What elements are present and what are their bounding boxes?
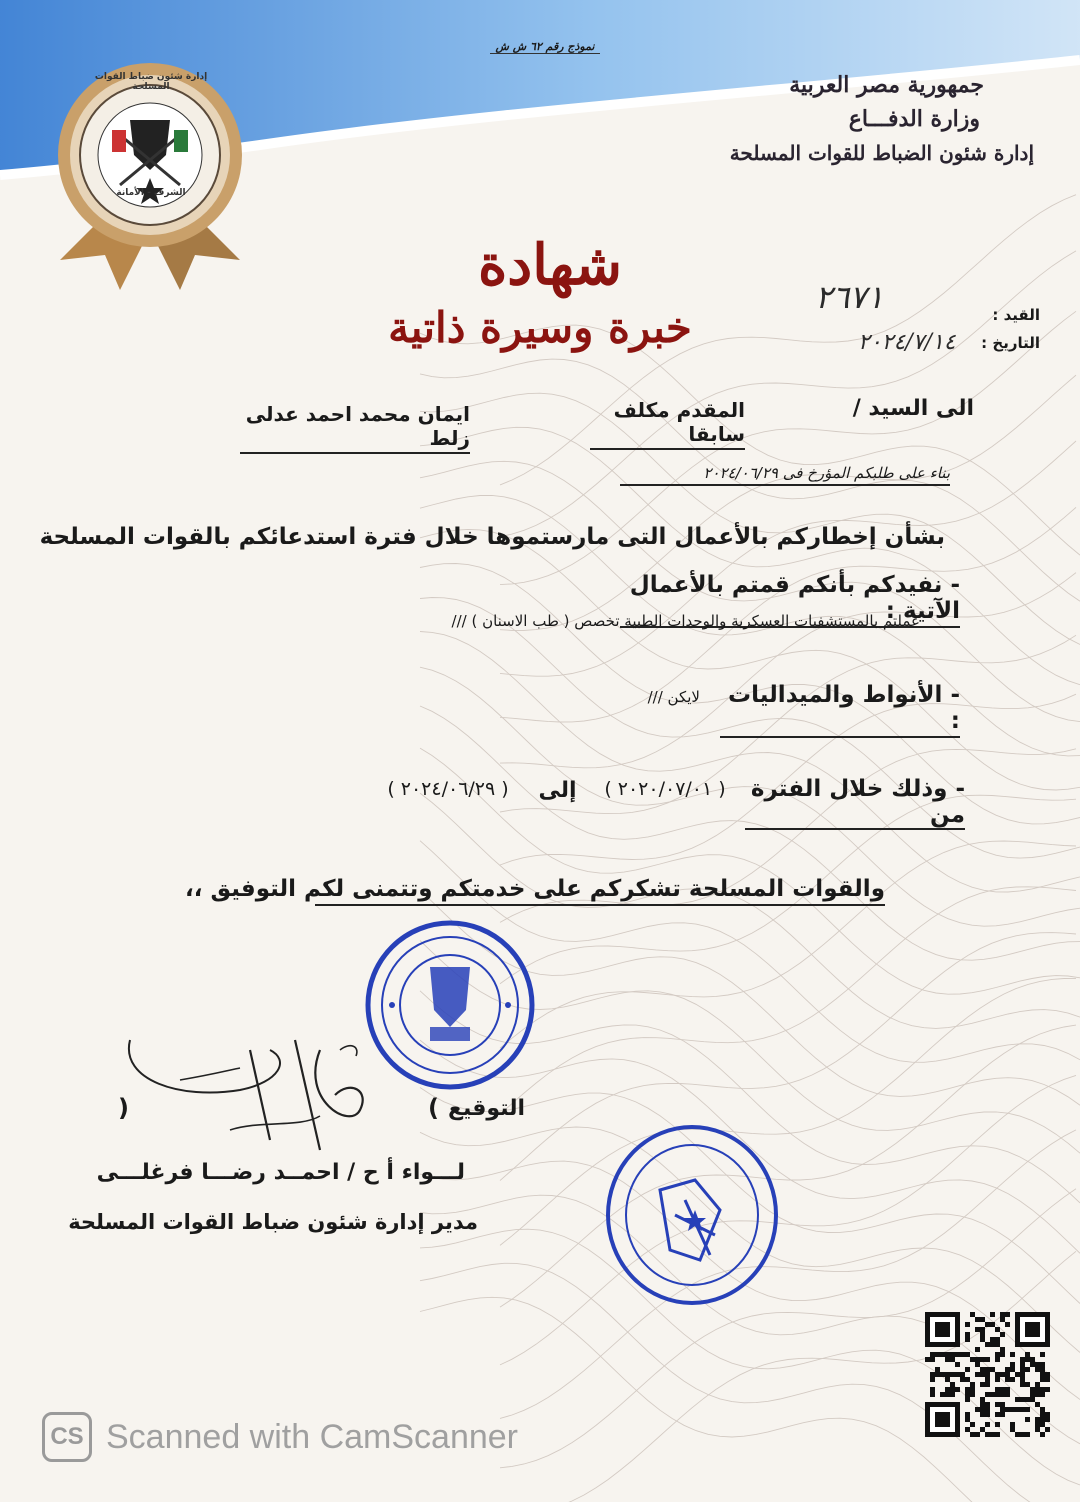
qr-code[interactable] [925,1312,1055,1444]
period-to: ( ٢٠٢٤/٠٦/٢٩ ) [387,778,509,800]
camscanner-text: Scanned with CamScanner [106,1418,519,1456]
signature-label: التوقيع [448,1096,525,1121]
period-label: - وذلك خلال الفترة من [745,776,965,830]
recipient-name: ايمان محمد احمد عدلى زلط [240,402,470,454]
medals-value: لايكن /// [647,688,700,706]
inform-line: - نفيدكم بأنكم قمتم بالأعمال الآتية : [620,572,960,628]
signature-close-paren: ) [118,1094,129,1122]
header-country: جمهورية مصر العربية [789,72,984,98]
thanks-line: والقوات المسلحة تشكركم على خدمتكم وتتمنى لكم التوفيق ،، [315,876,885,906]
date-label: التاريخ : [981,334,1040,352]
recipient-rank: المقدم مكلف سابقا [590,398,745,450]
record-label: القيد : [992,306,1040,324]
recipient-label: الى السيد / [852,396,974,421]
handwritten-signature [120,1020,420,1160]
form-number: نموذج رقم ٦٢ ش ش [490,40,600,54]
certificate-title: شهادة [477,232,623,298]
emblem-top-text: إدارة شئون ضباط القوات المسلحة [94,72,208,92]
period-to-label: إلى [538,778,577,803]
subject-line: بشأن إخطاركم بالأعمال التى مارستموها خلال فترة استدعائكم بالقوات المسلحة [39,524,945,550]
certificate-subtitle: خبرة وسيرة ذاتية [388,303,692,352]
signatory-name: لـــواء أ ح / احمــد رضـــا فرغلـــى [96,1160,465,1185]
date-value: ٢٠٢٤/٧/١٤ [858,330,956,355]
header-department: إدارة شئون الضباط للقوات المسلحة [729,141,1034,165]
rosette-emblem [50,60,250,290]
medals-label: - الأنواط والميداليات : [720,682,960,738]
signatory-title: مدير إدارة شئون ضباط القوات المسلحة [68,1210,478,1234]
header-ministry: وزارة الدفـــاع [848,106,980,132]
period-from: ( ٢٠٢٠/٠٧/٠١ ) [604,778,726,800]
work-detail: عملتم بالمستشفيات العسكرية والوحدات الطبية تخصص ( طب الاسنان ) /// [451,612,920,630]
signature-open-paren: ( [428,1094,439,1122]
department-stamp [600,1120,785,1310]
camscanner-logo: CS [42,1412,92,1462]
request-line: بناء على طلبكم المؤرخ فى ٢٠٢٤/٠٦/٢٩ [620,464,950,486]
emblem-bottom-text: الشرف - الأمانة [116,188,186,198]
record-value: ٢٦٧١ [815,278,884,316]
